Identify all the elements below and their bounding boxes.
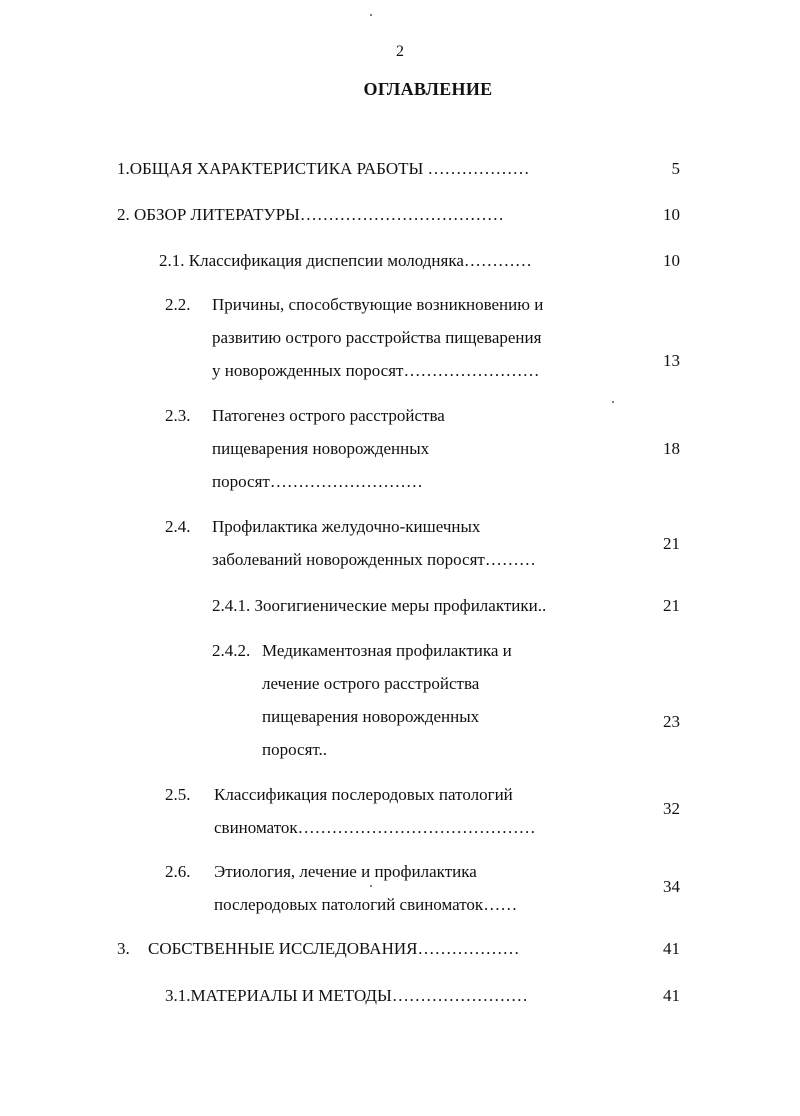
- toc-entry-text: Причины, способствующие возникновению и: [212, 295, 544, 314]
- toc-entry-text: Патогенез острого расстройства: [212, 406, 445, 425]
- toc-entry-page: 13: [663, 351, 680, 370]
- toc-entry-number: 3.: [117, 939, 130, 958]
- toc-entry-text: развитию острого расстройства пищеварения: [212, 328, 542, 347]
- toc-entry-number: 2.4.2.: [212, 641, 251, 660]
- toc-entry-number: 2.4.: [165, 517, 191, 536]
- toc-entry-text: Медикаментозная профилактика и: [262, 641, 512, 660]
- toc-entry-page: 21: [663, 596, 680, 615]
- toc-entry-text: 1.ОБЩАЯ ХАРАКТЕРИСТИКА РАБОТЫ ………………: [117, 159, 530, 178]
- toc-entry-number: 2.3.: [165, 406, 191, 425]
- toc-entry-text: поросят..: [262, 740, 328, 759]
- toc-entry-number: 2.2.: [165, 295, 191, 314]
- scan-speck: [370, 14, 372, 16]
- toc-entry-text: Этиология, лечение и профилактика: [214, 862, 477, 881]
- toc-entry-page: 23: [663, 712, 680, 731]
- toc-entry-number: 2.6.: [165, 862, 191, 881]
- toc-entry-text: 3.1.МАТЕРИАЛЫ И МЕТОДЫ……………………: [165, 986, 528, 1005]
- toc-entry-text: 2.4.1. Зоогигиенические меры профилактики..: [212, 596, 547, 615]
- toc-entry-text: СОБСТВЕННЫЕ ИССЛЕДОВАНИЯ………………: [148, 939, 520, 958]
- toc-entry-page: 18: [663, 439, 680, 458]
- toc-entry-text: послеродовых патологий свиноматок……: [214, 895, 518, 914]
- toc-entry-text: пищеварения новорожденных: [262, 707, 480, 726]
- toc-entry-page: 10: [663, 205, 680, 224]
- toc-title: ОГЛАВЛЕНИЕ: [363, 79, 493, 99]
- toc-entry-page: 21: [663, 534, 680, 553]
- toc-entry-text: 2. ОБЗОР ЛИТЕРАТУРЫ………………………………: [117, 205, 504, 224]
- toc-entry-number: 2.5.: [165, 785, 191, 804]
- toc-entry-text: лечение острого расстройства: [262, 674, 480, 693]
- page-number: 2: [396, 43, 404, 60]
- toc-entry-page: 5: [671, 159, 680, 178]
- scan-speck: [612, 401, 614, 403]
- toc-entry-text: пищеварения новорожденных: [212, 439, 430, 458]
- toc-entry-text: Профилактика желудочно-кишечных: [212, 517, 481, 536]
- toc-entry-text: свиноматок……………………………………: [214, 818, 536, 837]
- toc-entry-text: у новорожденных поросят……………………: [212, 361, 540, 380]
- scan-speck: [370, 885, 372, 887]
- toc-entry-text: Классификация послеродовых патологий: [214, 785, 513, 804]
- toc-entry-page: 41: [663, 939, 680, 958]
- toc-entry-text: заболеваний новорожденных поросят………: [212, 550, 536, 569]
- toc-entry-text: поросят………………………: [212, 472, 423, 491]
- toc-entry-page: 10: [663, 251, 680, 270]
- toc-entry-text: 2.1. Классификация диспепсии молодняка…………: [159, 251, 532, 270]
- toc-entry-page: 41: [663, 986, 680, 1005]
- toc-entry-page: 34: [663, 877, 680, 896]
- toc-entry-page: 32: [663, 799, 680, 818]
